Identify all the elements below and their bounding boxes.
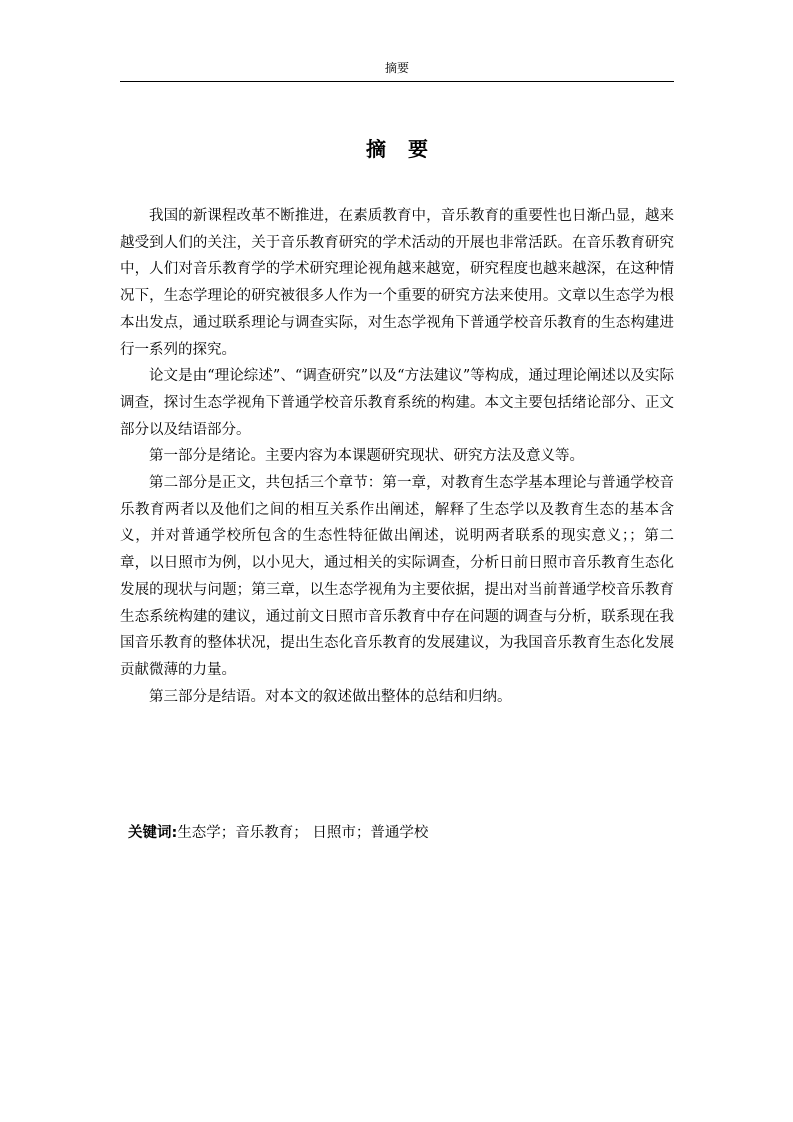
abstract-paragraph: 第三部分是结语。对本文的叙述做出整体的总结和归纳。 (149, 688, 512, 705)
keywords-label: 关键词: (128, 825, 178, 841)
page-title: 摘要 (366, 137, 450, 161)
keywords-line (128, 820, 674, 846)
running-header: 摘要 (384, 61, 409, 75)
header-rule (120, 81, 674, 82)
abstract-paragraph: 论文是由“理论综述”、“调查研究”以及“方法建议”等构成，通过理论阐述以及实际调查，探讨生态学视角下普通学校音乐教育系统的构建。本文主要包括绪论部分、正文部分以及结语部分。 (120, 368, 674, 438)
abstract-paragraph: 我国的新课程改革不断推进，在素质教育中，音乐教育的重要性也日渐凸显，越来越受到人们的关注，关于音乐教育研究的学术活动的开展也非常活跃。在音乐教育研究中，人们对音乐教育学的学术研究理论视角越来越宽，研究程度也越来越深，在这种情况下，生态学理论的研究被很多人作为一个重要的研究方法来使用。文章以生态学为根本出发点，通过联系理论与调查实际，对生态学视角下普通学校音乐教育的生态构建进行一系列的探究。 (120, 208, 674, 358)
keywords-value: 生态学；音乐教育； 日照市；普通学校 (177, 825, 429, 841)
abstract-paragraph: 第一部分是绪论。主要内容为本课题研究现状、研究方法及意义等。 (149, 448, 584, 465)
abstract-body (120, 203, 674, 710)
abstract-paragraph: 第二部分是正文，共包括三个章节：第一章，对教育生态学基本理论与普通学校音乐教育两者以及他们之间的相互关系作出阐述，解释了生态学以及教育生态的基本含义，并对普通学校所包含的生态性特征做出阐述，说明两者联系的现实意义；；第二章，以日照市为例，以小见大，通过相关的实际调查，分析日前日照市音乐教育生态化发展的现状与问题；第三章，以生态学视角为主要依据，提出对当前普通学校音乐教育生态系统构建的建议，通过前文日照市音乐教育中存在问题的调查与分析，联系现在我国音乐教育的整体状况，提出生态化音乐教育的发展建议，为我国音乐教育生态化发展贡献微薄的力量。 (120, 475, 674, 678)
